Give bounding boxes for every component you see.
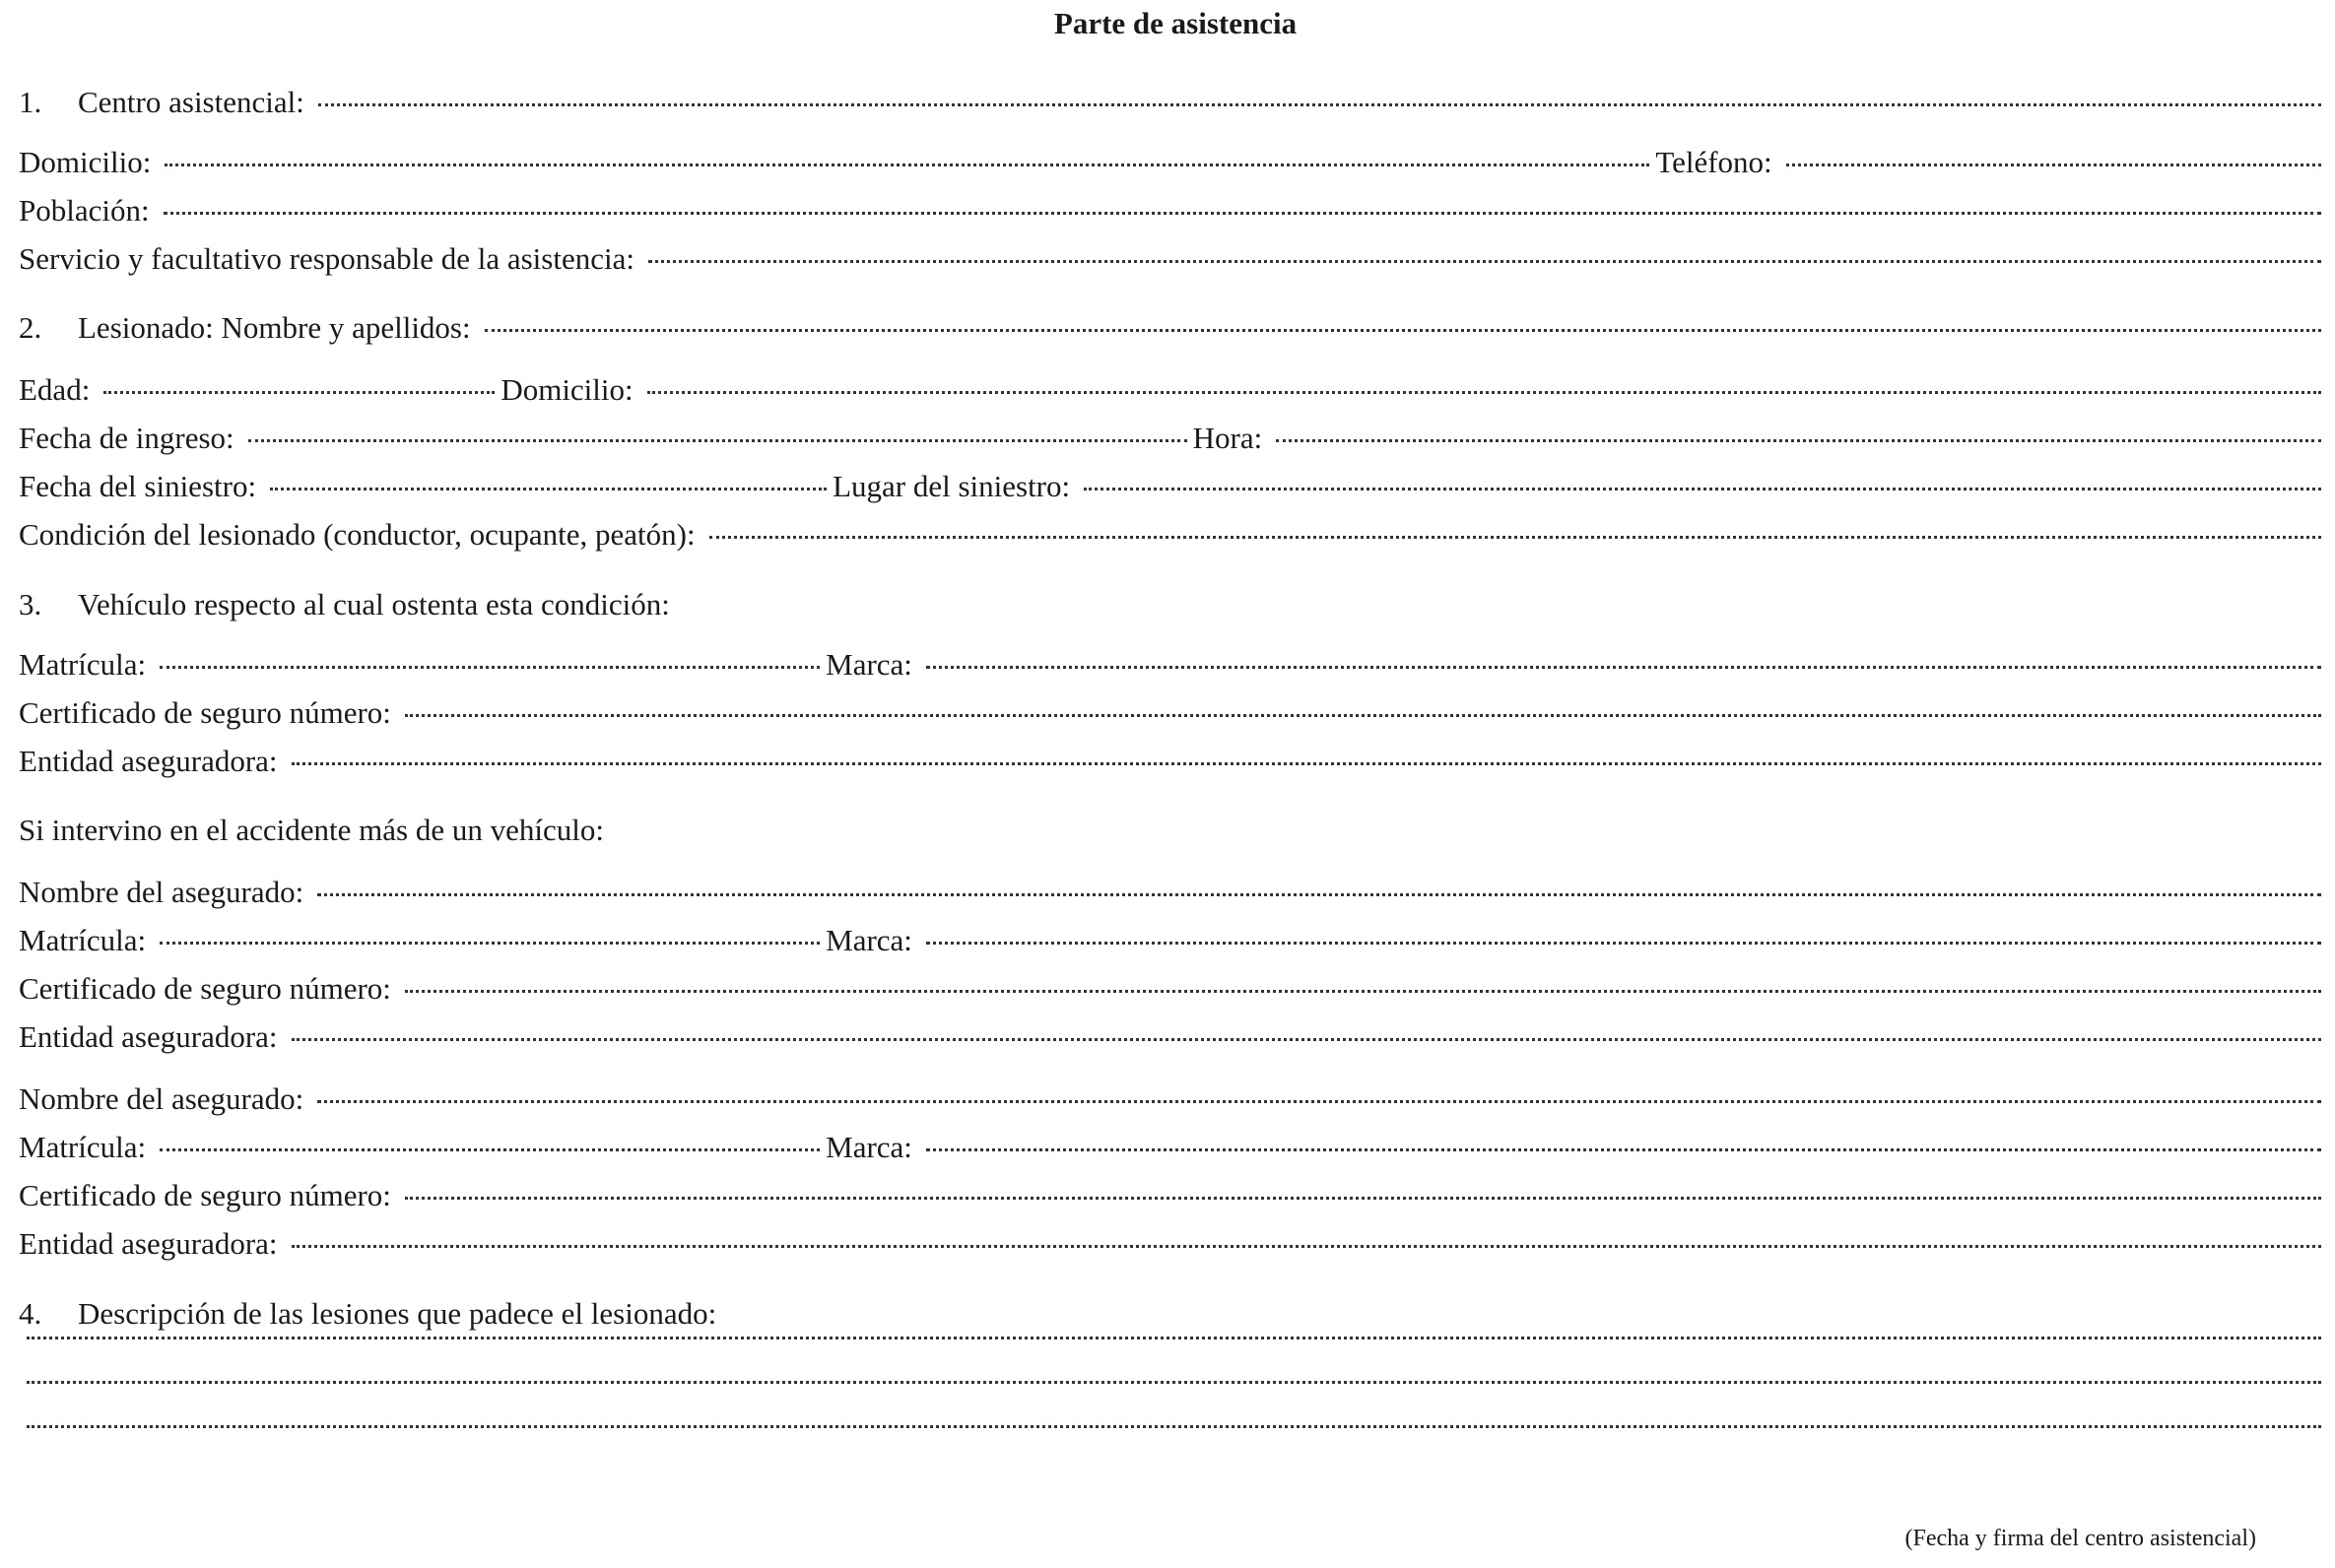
certificado-field[interactable]	[405, 1197, 2321, 1200]
lesionado-field[interactable]	[485, 329, 2321, 332]
telefono-label: Teléfono:	[1655, 145, 1772, 179]
matricula-row-2	[19, 918, 2327, 963]
domicilio-row	[19, 140, 2327, 185]
marca-field[interactable]	[926, 666, 2321, 669]
lesiones-field[interactable]	[27, 1381, 2321, 1384]
telefono-field[interactable]	[1786, 163, 2321, 166]
fecha-ingreso-label: Fecha de ingreso:	[19, 421, 234, 455]
siniestro-row	[19, 464, 2327, 509]
poblacion-field[interactable]	[164, 212, 2321, 215]
edad-domicilio-row	[19, 367, 2327, 413]
vehiculo-heading: Vehículo respecto al cual ostenta esta condición:	[78, 587, 670, 621]
si-intervino-row	[19, 808, 2327, 853]
vehiculo-heading-row	[19, 582, 2327, 627]
entidad-label: Entidad aseguradora:	[19, 1019, 278, 1054]
section-1-number: 1.	[19, 85, 42, 119]
nombre-asegurado-label: Nombre del asegurado:	[19, 1081, 304, 1116]
centro-asistencial-field[interactable]	[318, 103, 2321, 106]
marca-label: Marca:	[826, 923, 912, 957]
centro-asistencial-label: Centro asistencial:	[78, 85, 304, 119]
servicio-field[interactable]	[648, 260, 2321, 263]
si-intervino-text: Si intervino en el accidente más de un vehículo:	[19, 813, 604, 847]
matricula-row-3	[19, 1125, 2327, 1170]
edad-label: Edad:	[19, 372, 91, 407]
matricula-field[interactable]	[160, 1148, 820, 1151]
lesionado-domicilio-field[interactable]	[647, 391, 2321, 394]
servicio-label: Servicio y facultativo responsable de la asistencia:	[19, 241, 634, 276]
condicion-label: Condición del lesionado (conductor, ocupante, peatón):	[19, 517, 696, 552]
lesiones-field[interactable]	[27, 1337, 2321, 1339]
matricula-field[interactable]	[160, 942, 820, 945]
certificado-label: Certificado de seguro número:	[19, 971, 391, 1006]
matricula-field[interactable]	[160, 666, 820, 669]
lesiones-heading: Descripción de las lesiones que padece el lesionado:	[78, 1296, 717, 1331]
asegurado-row-2	[19, 870, 2327, 915]
marca-field[interactable]	[926, 1148, 2321, 1151]
poblacion-row	[19, 188, 2327, 233]
entidad-field[interactable]	[292, 1245, 2321, 1248]
matricula-label: Matrícula:	[19, 923, 147, 957]
section-3-number: 3.	[19, 587, 42, 621]
asegurado-row-3	[19, 1077, 2327, 1122]
nombre-asegurado-field[interactable]	[317, 893, 2321, 896]
poblacion-label: Población:	[19, 193, 150, 228]
section-2-number: 2.	[19, 310, 42, 345]
entidad-label: Entidad aseguradora:	[19, 1226, 278, 1261]
entidad-row-1	[19, 739, 2327, 784]
marca-field[interactable]	[926, 942, 2321, 945]
entidad-row-2	[19, 1014, 2327, 1060]
matricula-row-1	[19, 642, 2327, 687]
marca-label: Marca:	[826, 1130, 912, 1164]
hora-label: Hora:	[1192, 421, 1263, 455]
lesiones-heading-row	[19, 1291, 2327, 1337]
lugar-siniestro-field[interactable]	[1084, 488, 2321, 490]
ingreso-row	[19, 416, 2327, 461]
section-4-number: 4.	[19, 1296, 42, 1331]
entidad-field[interactable]	[292, 1038, 2321, 1041]
centro-asistencial-row	[19, 80, 2327, 125]
domicilio-field[interactable]	[165, 163, 1649, 166]
certificado-label: Certificado de seguro número:	[19, 695, 391, 730]
entidad-label: Entidad aseguradora:	[19, 744, 278, 778]
lesiones-field[interactable]	[27, 1425, 2321, 1428]
fecha-siniestro-label: Fecha del siniestro:	[19, 469, 257, 503]
lesionado-label: Lesionado: Nombre y apellidos:	[78, 310, 471, 345]
condicion-field[interactable]	[709, 536, 2321, 539]
servicio-row	[19, 236, 2327, 282]
marca-label: Marca:	[826, 647, 912, 682]
fecha-ingreso-field[interactable]	[248, 439, 1187, 442]
lugar-siniestro-label: Lugar del siniestro:	[833, 469, 1071, 503]
lesionado-domicilio-label: Domicilio:	[500, 372, 634, 407]
lesionado-row	[19, 305, 2327, 351]
condicion-row	[19, 512, 2327, 557]
domicilio-label: Domicilio:	[19, 145, 152, 179]
certificado-row-2	[19, 966, 2327, 1012]
edad-field[interactable]	[103, 391, 495, 394]
matricula-label: Matrícula:	[19, 647, 147, 682]
nombre-asegurado-field[interactable]	[317, 1100, 2321, 1103]
fecha-siniestro-field[interactable]	[270, 488, 827, 490]
entidad-row-3	[19, 1221, 2327, 1267]
certificado-row-3	[19, 1173, 2327, 1218]
matricula-label: Matrícula:	[19, 1130, 147, 1164]
certificado-label: Certificado de seguro número:	[19, 1178, 391, 1212]
signature-caption: (Fecha y firma del centro asistencial)	[1904, 1526, 2256, 1551]
certificado-row-1	[19, 690, 2327, 736]
nombre-asegurado-label: Nombre del asegurado:	[19, 875, 304, 909]
form-title: Parte de asistencia	[1053, 6, 1298, 40]
lesiones-line-3	[19, 1431, 2327, 1476]
hora-field[interactable]	[1276, 439, 2321, 442]
certificado-field[interactable]	[405, 714, 2321, 717]
certificado-field[interactable]	[405, 990, 2321, 993]
entidad-field[interactable]	[292, 762, 2321, 765]
